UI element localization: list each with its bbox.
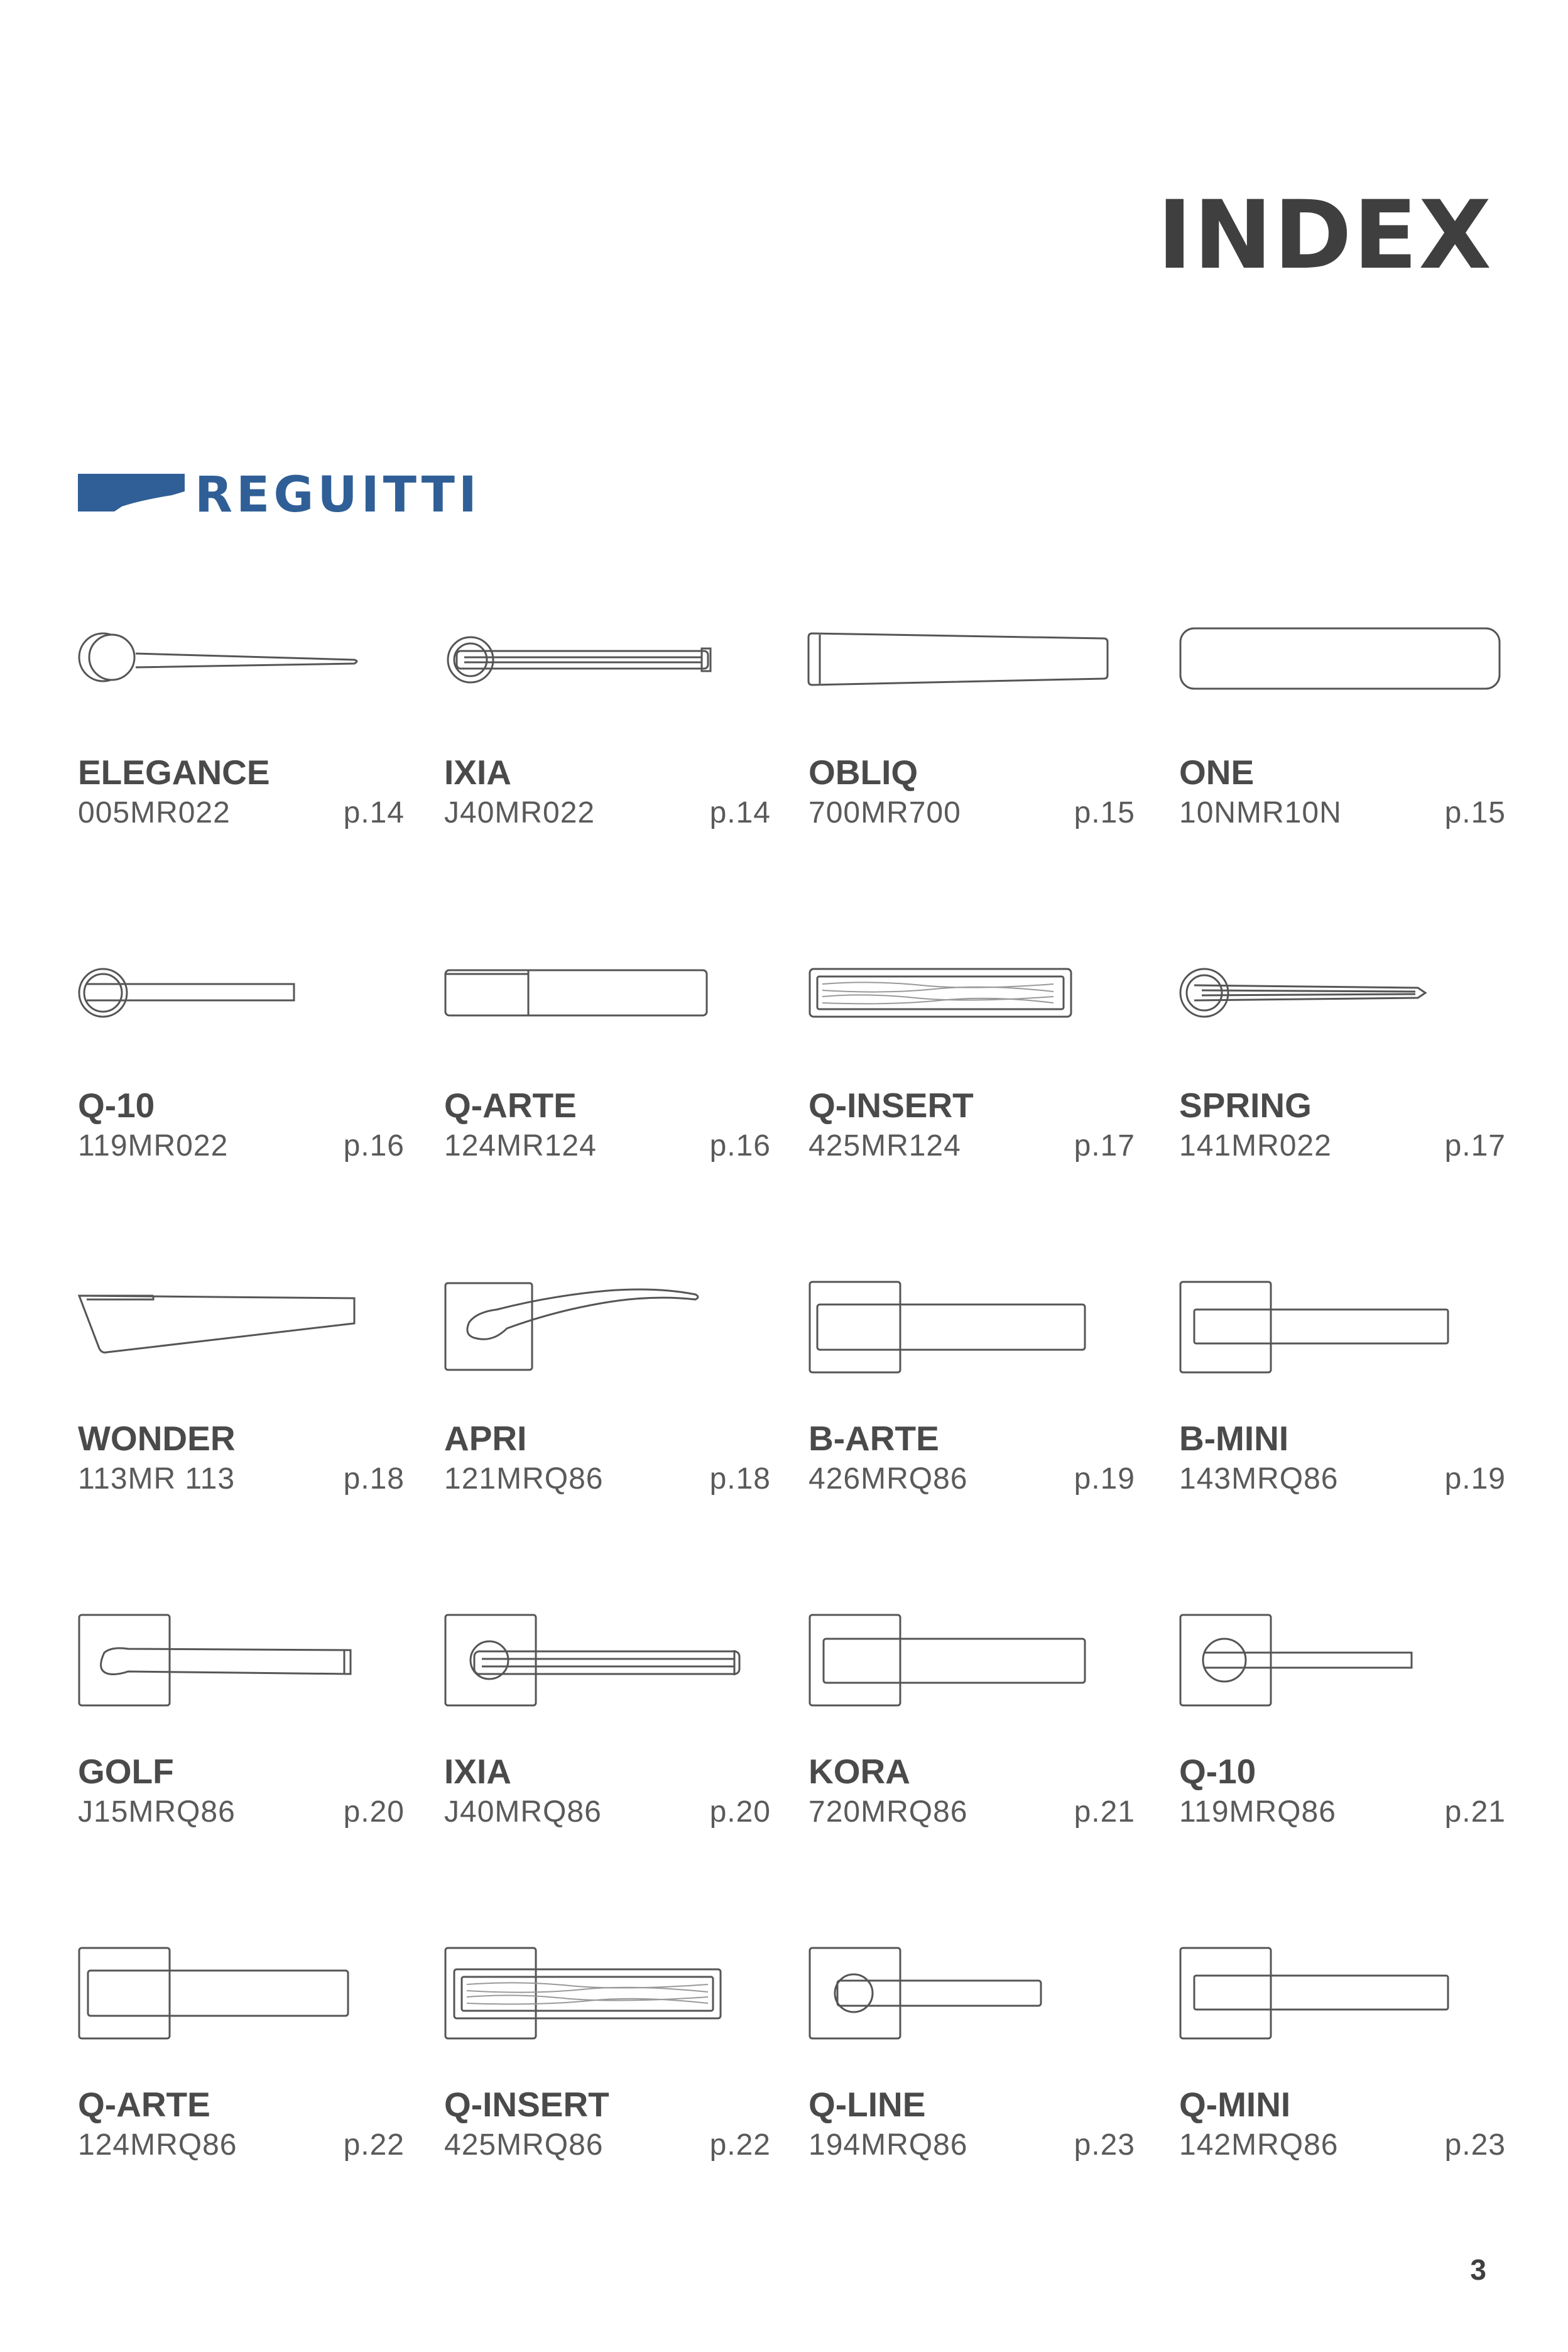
wonder-handle-drawing [78,1282,405,1408]
product-name: IXIA [444,1752,511,1791]
page-reference: p.21 [1074,1795,1135,1829]
product-card[interactable] [444,1615,771,1879]
product-code: J40MR022 [444,796,596,829]
product-card[interactable] [444,1948,771,2212]
product-code: 113MR 113 [78,1462,236,1496]
q10-handle-drawing [78,949,405,1075]
product-name: IXIA [444,753,511,792]
product-code: 142MRQ86 [1179,2128,1339,2162]
b-mini-handle-drawing [1179,1282,1506,1408]
product-code: 10NMR10N [1179,796,1342,829]
q-arte-rose-handle-drawing [78,1948,405,2074]
q-arte-handle-drawing [444,949,771,1075]
product-card[interactable] [78,1615,405,1879]
product-card[interactable] [1179,1948,1506,2212]
product-code: 121MRQ86 [444,1462,604,1496]
product-name: GOLF [78,1752,174,1791]
product-card[interactable] [808,949,1135,1213]
product-name: SPRING [1179,1086,1312,1125]
product-card[interactable] [444,616,771,880]
page-title: INDEX [1157,181,1493,290]
product-name: Q-10 [78,1086,155,1125]
page-reference: p.23 [1074,2128,1135,2162]
page-reference: p.21 [1444,1795,1506,1829]
apri-handle-drawing [444,1282,771,1408]
product-card[interactable] [1179,1615,1506,1879]
product-name: Q-INSERT [808,1086,974,1125]
product-name: Q-ARTE [444,1086,577,1125]
product-code: J40MRQ86 [444,1795,602,1829]
product-card[interactable] [78,1948,405,2212]
q-insert-rose-handle-drawing [444,1948,771,2074]
product-card[interactable] [808,1948,1135,2212]
golf-handle-drawing [78,1615,405,1741]
page-reference: p.17 [1074,1129,1135,1162]
product-code: 119MRQ86 [1179,1795,1336,1829]
product-name: ONE [1179,753,1255,792]
page-reference: p.20 [709,1795,771,1829]
product-name: ELEGANCE [78,753,270,792]
product-name: B-MINI [1179,1419,1289,1458]
ixia-rose-handle-drawing [444,1615,771,1741]
product-name: WONDER [78,1419,236,1458]
elegance-handle-drawing [78,616,405,741]
page-reference: p.15 [1074,796,1135,829]
product-code: 119MR022 [78,1129,229,1162]
product-code: 720MRQ86 [808,1795,968,1829]
product-card[interactable] [808,1615,1135,1879]
page-reference: p.18 [709,1462,771,1496]
product-name: Q-ARTE [78,2085,210,2124]
product-card[interactable] [78,949,405,1213]
page-reference: p.18 [343,1462,405,1496]
page-reference: p.22 [343,2128,405,2162]
q10-rose-handle-drawing [1179,1615,1506,1741]
product-card[interactable] [78,616,405,880]
product-card[interactable] [1179,1282,1506,1546]
page-reference: p.17 [1444,1129,1506,1162]
one-handle-drawing [1179,616,1506,741]
page-reference: p.22 [709,2128,771,2162]
ixia-handle-drawing [444,616,771,741]
product-name: OBLIQ [808,753,918,792]
product-name: B-ARTE [808,1419,939,1458]
product-card[interactable] [444,949,771,1213]
product-code: 143MRQ86 [1179,1462,1339,1496]
page-reference: p.14 [343,796,405,829]
q-line-rose-handle-drawing [808,1948,1135,2074]
product-name: Q-INSERT [444,2085,609,2124]
product-code: 700MR700 [808,796,961,829]
b-arte-handle-drawing [808,1282,1135,1408]
product-name: Q-10 [1179,1752,1256,1791]
spring-handle-drawing [1179,949,1506,1075]
page-reference: p.23 [1444,2128,1506,2162]
obliq-handle-drawing [808,616,1135,741]
product-code: 141MR022 [1179,1129,1332,1162]
page-reference: p.16 [343,1129,405,1162]
page-reference: p.16 [709,1129,771,1162]
product-code: J15MRQ86 [78,1795,236,1829]
product-card[interactable] [444,1282,771,1546]
product-code: 426MRQ86 [808,1462,968,1496]
page-reference: p.15 [1444,796,1506,829]
page-reference: p.19 [1074,1462,1135,1496]
product-card[interactable] [1179,949,1506,1213]
q-mini-rose-handle-drawing [1179,1948,1506,2074]
product-card[interactable] [808,616,1135,880]
product-code: 124MRQ86 [78,2128,237,2162]
product-code: 425MR124 [808,1129,961,1162]
page-number: 3 [1470,2253,1486,2286]
page-reference: p.19 [1444,1462,1506,1496]
product-code: 124MR124 [444,1129,597,1162]
product-card[interactable] [808,1282,1135,1546]
product-code: 194MRQ86 [808,2128,968,2162]
logo-text: REGUITTI [195,470,481,515]
kora-handle-drawing [808,1615,1135,1741]
product-card[interactable] [78,1282,405,1546]
product-code: 005MR022 [78,796,231,829]
product-name: APRI [444,1419,527,1458]
product-card[interactable] [1179,616,1506,880]
product-name: Q-MINI [1179,2085,1291,2124]
product-name: KORA [808,1752,910,1791]
page-reference: p.20 [343,1795,405,1829]
q-insert-handle-drawing [808,949,1135,1075]
product-name: Q-LINE [808,2085,926,2124]
page-reference: p.14 [709,796,771,829]
product-code: 425MRQ86 [444,2128,604,2162]
